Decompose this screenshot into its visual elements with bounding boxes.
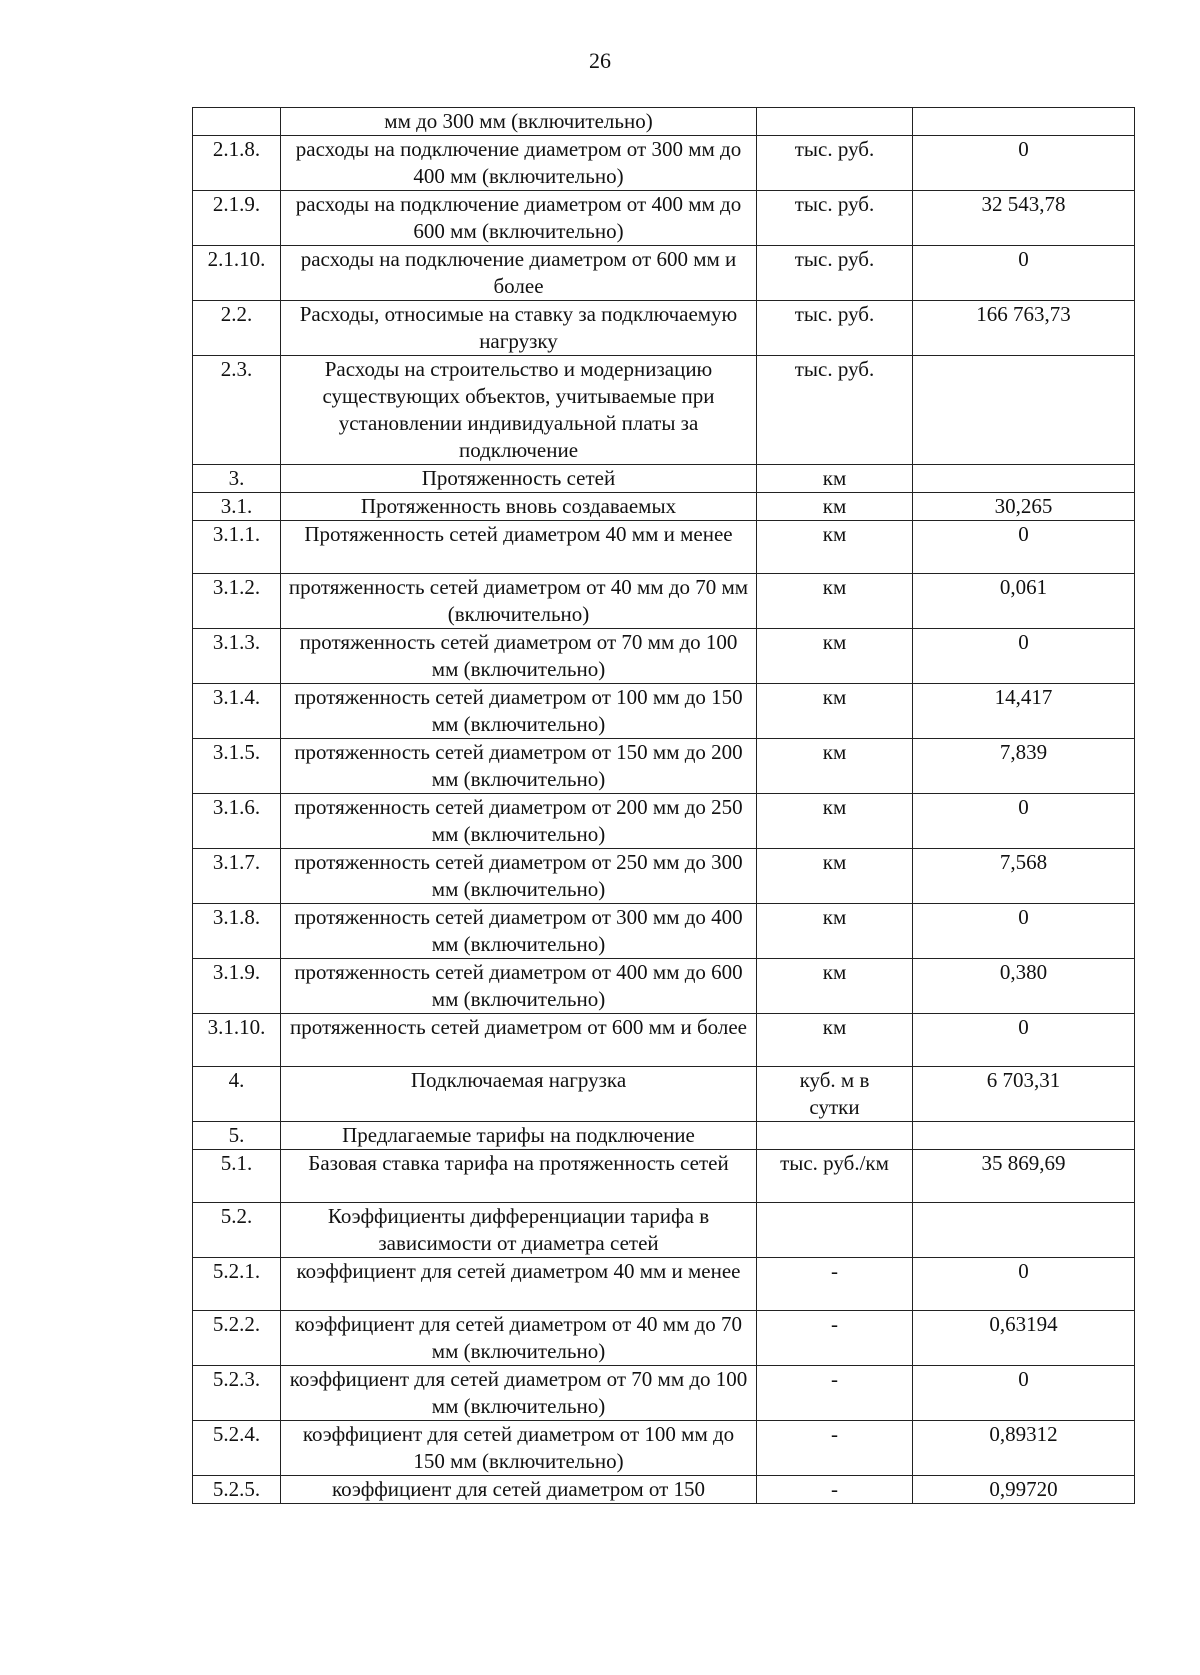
row-unit-cell: км xyxy=(757,684,913,739)
row-number-cell: 3.1.7. xyxy=(193,849,281,904)
row-unit-cell: тыс. руб. xyxy=(757,356,913,465)
table-row xyxy=(193,246,1135,301)
row-number-cell xyxy=(193,108,281,136)
row-name-cell: коэффициент для сетей диаметром от 100 мм до 150 мм (включительно) xyxy=(281,1421,757,1476)
row-value-cell: 0 xyxy=(913,1366,1135,1421)
row-unit-cell: тыс. руб./км xyxy=(757,1150,913,1203)
row-name-cell: Предлагаемые тарифы на подключение xyxy=(281,1122,757,1150)
row-unit-cell: км xyxy=(757,1014,913,1067)
row-unit-cell xyxy=(757,1203,913,1258)
row-name-cell: Базовая ставка тарифа на протяженность сетей xyxy=(281,1150,757,1203)
row-number-cell: 3.1.9. xyxy=(193,959,281,1014)
row-value-cell: 166 763,73 xyxy=(913,301,1135,356)
row-unit-cell: тыс. руб. xyxy=(757,246,913,301)
row-value-cell: 6 703,31 xyxy=(913,1067,1135,1122)
row-name-cell: коэффициент для сетей диаметром от 150 xyxy=(281,1476,757,1504)
row-number-cell: 3. xyxy=(193,465,281,493)
row-name-cell: Расходы, относимые на ставку за подключаемую нагрузку xyxy=(281,301,757,356)
row-name-cell: протяженность сетей диаметром от 40 мм до 70 мм (включительно) xyxy=(281,574,757,629)
table-row xyxy=(193,136,1135,191)
table-row xyxy=(193,191,1135,246)
row-unit-cell: - xyxy=(757,1311,913,1366)
row-name-cell: расходы на подключение диаметром от 600 мм и более xyxy=(281,246,757,301)
row-unit-cell: тыс. руб. xyxy=(757,191,913,246)
row-unit-cell: км xyxy=(757,465,913,493)
row-number-cell: 3.1.3. xyxy=(193,629,281,684)
row-number-cell: 3.1. xyxy=(193,493,281,521)
row-value-cell: 0,99720 xyxy=(913,1476,1135,1504)
row-name-cell: Протяженность сетей диаметром 40 мм и менее xyxy=(281,521,757,574)
row-name-cell: протяженность сетей диаметром от 300 мм до 400 мм (включительно) xyxy=(281,904,757,959)
row-unit-cell: км xyxy=(757,493,913,521)
row-value-cell: 14,417 xyxy=(913,684,1135,739)
table-row xyxy=(193,108,1135,136)
table-row xyxy=(193,1203,1135,1258)
row-name-cell: Расходы на строительство и модернизацию существующих объектов, учитываемые при установлении индивидуальной платы за подключение xyxy=(281,356,757,465)
row-name-cell: коэффициент для сетей диаметром от 70 мм до 100 мм (включительно) xyxy=(281,1366,757,1421)
row-value-cell: 0 xyxy=(913,904,1135,959)
row-name-cell: расходы на подключение диаметром от 400 мм до 600 мм (включительно) xyxy=(281,191,757,246)
row-name-cell: расходы на подключение диаметром от 300 мм до 400 мм (включительно) xyxy=(281,136,757,191)
row-value-cell: 32 543,78 xyxy=(913,191,1135,246)
table-row xyxy=(193,1150,1135,1203)
row-name-cell: протяженность сетей диаметром от 100 мм до 150 мм (включительно) xyxy=(281,684,757,739)
table-row xyxy=(193,684,1135,739)
table-row xyxy=(193,794,1135,849)
row-unit-cell xyxy=(757,1122,913,1150)
row-name-cell: Протяженность вновь создаваемых xyxy=(281,493,757,521)
row-value-cell: 0,380 xyxy=(913,959,1135,1014)
tariff-table xyxy=(192,107,1135,1504)
row-name-cell: протяженность сетей диаметром от 150 мм до 200 мм (включительно) xyxy=(281,739,757,794)
table-row xyxy=(193,1311,1135,1366)
row-number-cell: 3.1.2. xyxy=(193,574,281,629)
row-number-cell: 3.1.6. xyxy=(193,794,281,849)
row-number-cell: 5. xyxy=(193,1122,281,1150)
row-name-cell: мм до 300 мм (включительно) xyxy=(281,108,757,136)
row-value-cell: 0 xyxy=(913,136,1135,191)
row-value-cell: 0,061 xyxy=(913,574,1135,629)
table-row xyxy=(193,1366,1135,1421)
table-row xyxy=(193,1122,1135,1150)
row-name-cell: Коэффициенты дифференциации тарифа в зависимости от диаметра сетей xyxy=(281,1203,757,1258)
table-row xyxy=(193,574,1135,629)
table-row xyxy=(193,959,1135,1014)
row-unit-cell: куб. м в сутки xyxy=(757,1067,913,1122)
table-row xyxy=(193,904,1135,959)
row-unit-cell: км xyxy=(757,849,913,904)
row-unit-cell: тыс. руб. xyxy=(757,301,913,356)
row-unit-cell: км xyxy=(757,521,913,574)
row-number-cell: 5.2.5. xyxy=(193,1476,281,1504)
table-body xyxy=(193,108,1135,1504)
row-number-cell: 3.1.5. xyxy=(193,739,281,794)
table-row xyxy=(193,1258,1135,1311)
table-row xyxy=(193,301,1135,356)
row-number-cell: 3.1.10. xyxy=(193,1014,281,1067)
row-number-cell: 5.2.2. xyxy=(193,1311,281,1366)
row-name-cell: коэффициент для сетей диаметром 40 мм и менее xyxy=(281,1258,757,1311)
row-value-cell: 0,63194 xyxy=(913,1311,1135,1366)
row-value-cell: 0 xyxy=(913,1014,1135,1067)
row-unit-cell: км xyxy=(757,739,913,794)
row-unit-cell: - xyxy=(757,1366,913,1421)
table-row xyxy=(193,465,1135,493)
row-name-cell: Протяженность сетей xyxy=(281,465,757,493)
table-row xyxy=(193,739,1135,794)
row-unit-cell: км xyxy=(757,904,913,959)
row-unit-cell: км xyxy=(757,629,913,684)
row-value-cell xyxy=(913,1122,1135,1150)
row-number-cell: 3.1.8. xyxy=(193,904,281,959)
row-value-cell: 0 xyxy=(913,794,1135,849)
row-number-cell: 2.2. xyxy=(193,301,281,356)
row-number-cell: 5.2.3. xyxy=(193,1366,281,1421)
row-value-cell: 0,89312 xyxy=(913,1421,1135,1476)
row-number-cell: 5.2.1. xyxy=(193,1258,281,1311)
row-name-cell: протяженность сетей диаметром от 70 мм до 100 мм (включительно) xyxy=(281,629,757,684)
row-value-cell xyxy=(913,108,1135,136)
row-value-cell xyxy=(913,1203,1135,1258)
row-number-cell: 3.1.4. xyxy=(193,684,281,739)
row-number-cell: 2.1.9. xyxy=(193,191,281,246)
row-value-cell: 7,839 xyxy=(913,739,1135,794)
row-unit-cell: км xyxy=(757,794,913,849)
row-number-cell: 2.1.10. xyxy=(193,246,281,301)
row-name-cell: протяженность сетей диаметром от 600 мм и более xyxy=(281,1014,757,1067)
row-unit-cell: - xyxy=(757,1258,913,1311)
row-number-cell: 5.2.4. xyxy=(193,1421,281,1476)
row-unit-cell: тыс. руб. xyxy=(757,136,913,191)
row-value-cell: 30,265 xyxy=(913,493,1135,521)
row-number-cell: 5.2. xyxy=(193,1203,281,1258)
table-row xyxy=(193,1421,1135,1476)
row-number-cell: 4. xyxy=(193,1067,281,1122)
row-value-cell: 0 xyxy=(913,1258,1135,1311)
row-unit-cell: - xyxy=(757,1476,913,1504)
table-row xyxy=(193,1014,1135,1067)
row-number-cell: 2.3. xyxy=(193,356,281,465)
row-number-cell: 2.1.8. xyxy=(193,136,281,191)
table-row xyxy=(193,1476,1135,1504)
row-unit-cell xyxy=(757,108,913,136)
row-unit-cell: км xyxy=(757,574,913,629)
row-value-cell: 0 xyxy=(913,629,1135,684)
page-number: 26 xyxy=(589,48,611,73)
row-number-cell: 5.1. xyxy=(193,1150,281,1203)
row-value-cell: 7,568 xyxy=(913,849,1135,904)
row-name-cell: коэффициент для сетей диаметром от 40 мм до 70 мм (включительно) xyxy=(281,1311,757,1366)
row-number-cell: 3.1.1. xyxy=(193,521,281,574)
row-value-cell xyxy=(913,465,1135,493)
table-row xyxy=(193,356,1135,465)
row-value-cell: 35 869,69 xyxy=(913,1150,1135,1203)
table-row xyxy=(193,521,1135,574)
table-row xyxy=(193,1067,1135,1122)
row-value-cell xyxy=(913,356,1135,465)
row-value-cell: 0 xyxy=(913,246,1135,301)
row-name-cell: протяженность сетей диаметром от 400 мм до 600 мм (включительно) xyxy=(281,959,757,1014)
row-value-cell: 0 xyxy=(913,521,1135,574)
table-row xyxy=(193,849,1135,904)
table-row xyxy=(193,629,1135,684)
row-unit-cell: - xyxy=(757,1421,913,1476)
table-row xyxy=(193,493,1135,521)
row-unit-cell: км xyxy=(757,959,913,1014)
row-name-cell: Подключаемая нагрузка xyxy=(281,1067,757,1122)
row-name-cell: протяженность сетей диаметром от 200 мм до 250 мм (включительно) xyxy=(281,794,757,849)
row-name-cell: протяженность сетей диаметром от 250 мм до 300 мм (включительно) xyxy=(281,849,757,904)
